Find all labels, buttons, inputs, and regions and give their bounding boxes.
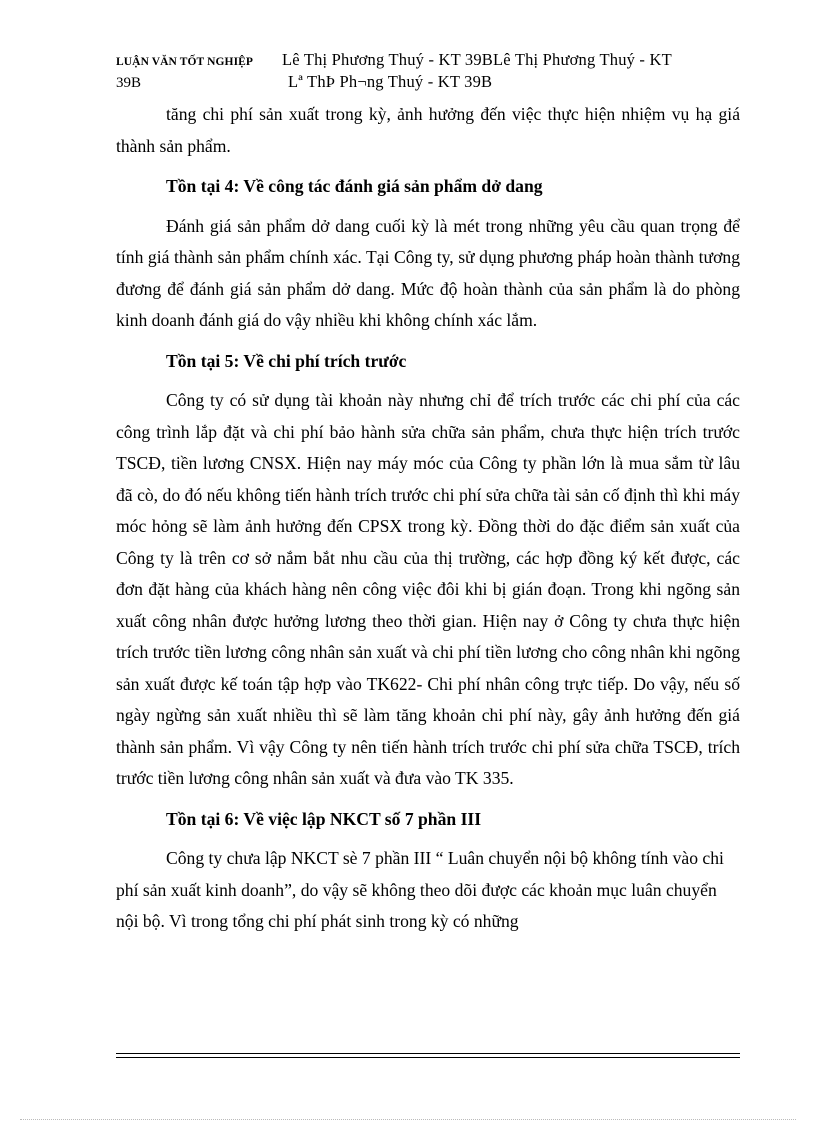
section-heading-6: Tồn tại 6: Về việc lập NKCT số 7 phần III: [166, 808, 482, 829]
header-class-code: 39B: [116, 75, 142, 91]
header-line2: [116, 72, 742, 93]
page-header: [116, 50, 742, 93]
footer-rule-bottom: [116, 1057, 740, 1058]
section-6-paragraph: Công ty chưa lập NKCT sè 7 phần III “ Luân chuyển nội bộ không tính vào chi phí sản xuất kinh doanh”, do vậy sẽ không theo dõi được các khoản mục luân chuyển nội bộ. Vì trong tổng chi phí phát sinh trong kỳ có những: [116, 848, 724, 931]
section-heading-5: Tồn tại 5: Về chi phí trích trước: [166, 350, 407, 371]
page-bottom-dotted-line: [20, 1119, 796, 1120]
section-4-paragraph: Đánh giá sản phẩm dở dang cuối kỳ là mét trong những yêu cầu quan trọng để tính giá thành sản phẩm chính xác. Tại Công ty, sử dụng phương pháp hoàn thành tương đương để đánh giá sản phẩm dở dang. Mức độ hoàn thành của sản phẩm là do phòng kinh doanh đánh giá do vậy nhiều khi không chính xác lắm.: [116, 215, 740, 330]
header-author-line2: Lª ThÞ Ph¬ng Thuý - KT 39B: [288, 72, 493, 91]
header-thesis-label: LUẬN VĂN TỐT NGHIỆP: [116, 56, 254, 68]
header-author-line1: Lê Thị Phương Thuý - KT 39BLê Thị Phương Thuý - KT: [282, 50, 672, 69]
intro-paragraph: tăng chi phí sản xuất trong kỳ, ảnh hưởng đến việc thực hiện nhiệm vụ hạ giá thành sản phẩm.: [116, 104, 740, 156]
section-5-paragraph: Công ty có sử dụng tài khoản này nhưng chỉ để trích trước các chi phí của các công trình lắp đặt và chi phí bảo hành sửa chữa sản phẩm, chưa thực hiện trích trước TSCĐ, tiền lương CNSX. Hiện nay máy móc của Công ty phần lớn là mua sắm từ lâu đã cò, do đó nếu không tiến hành trích trước chi phí sửa chữa tài sản cố định thì khi máy móc hỏng sẽ làm ảnh hưởng đến CPSX trong kỳ. Đồng thời do đặc điểm sản xuất của Công ty là trên cơ sở nắm bắt nhu cầu của thị trường, các hợp đồng ký kết được, các đơn đặt hàng của khách hàng nên công việc đôi khi bị gián đoạn. Trong khi ngõng sản xuất công nhân được hưởng lương theo thời gian. Hiện nay ở Công ty chưa thực hiện trích trước tiền lương công nhân sản xuất và chi phí tiền lương cho công nhân khi ngõng sản xuất được kế toán tập hợp vào TK622- Chi phí nhân công trực tiếp. Do vậy, nếu số ngày ngừng sản xuất nhiều thì sẽ làm tăng khoản chi phí này, gây ảnh hưởng đến giá thành sản phẩm. Vì vậy Công ty nên tiến hành trích trước chi phí sửa chữa TSCĐ, trích trước tiền lương công nhân sản xuất và đưa vào TK 335.: [116, 390, 740, 788]
footer-rule-top: [116, 1053, 740, 1054]
section-heading-4: Tồn tại 4: Về công tác đánh giá sản phẩm dở dang: [166, 176, 543, 196]
document-body: [116, 99, 740, 938]
